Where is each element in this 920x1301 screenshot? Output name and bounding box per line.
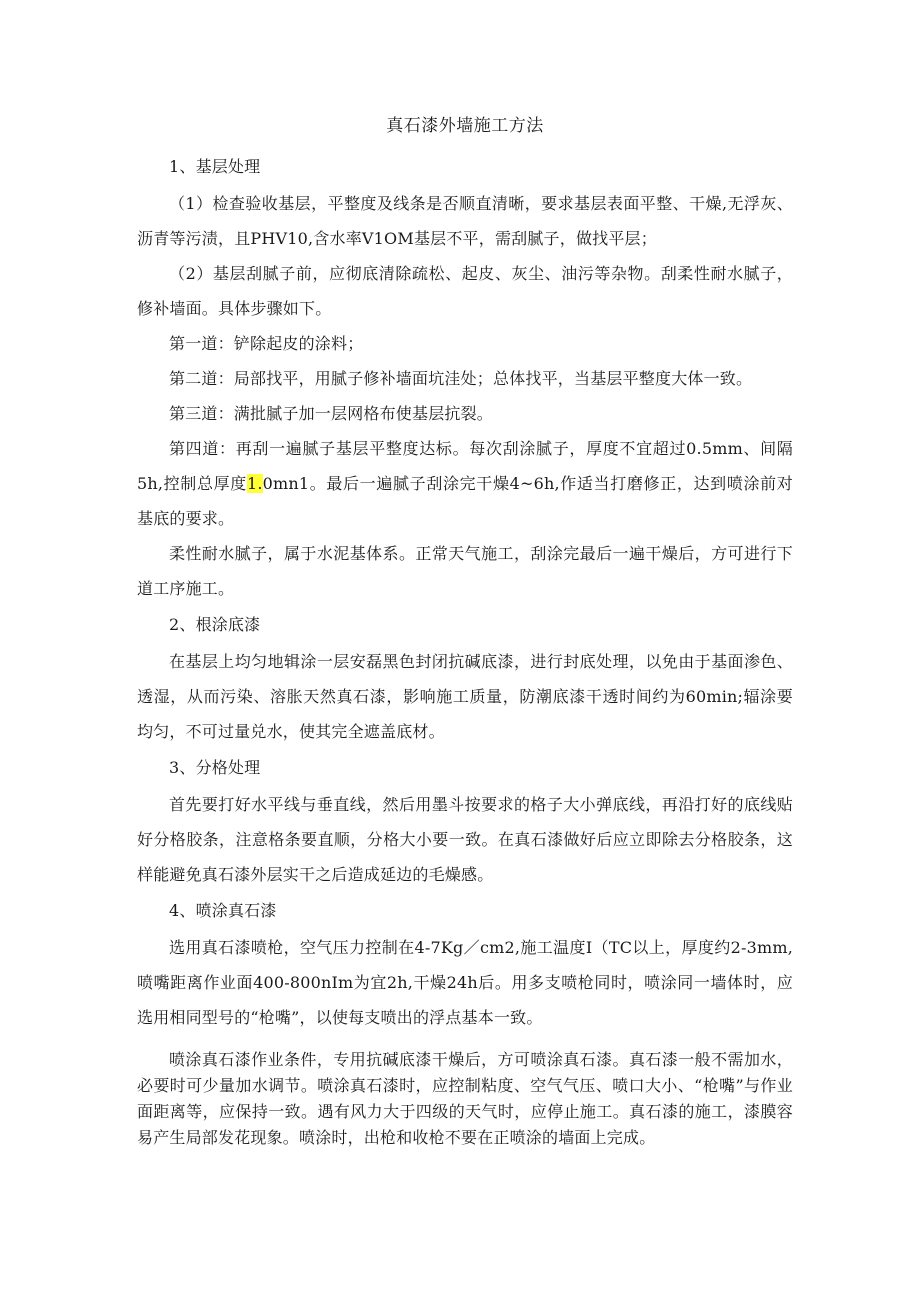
section-1-paragraph-2: （2）基层刮腻子前，应彻底清除疏松、起皮、灰尘、油污等杂物。刮柔性耐水腻子，修补墙面。具体步骤如下。	[137, 264, 793, 318]
step-4-text-a: 第四道：再刮一遍腻子基层平整度达标。每次刮涂腻子，厚度不宜超过0.5mm、间隔5h,控制总厚度	[137, 439, 793, 493]
document-title: 真石漆外墙施工方法	[386, 116, 544, 136]
highlighted-text: 1.	[246, 474, 263, 493]
section-4-heading: 4、喷涂真石漆	[169, 901, 277, 920]
section-1-step-3: 第三道：满批腻子加一层网格布使基层抗裂。	[169, 404, 494, 423]
section-3-heading: 3、分格处理	[169, 758, 261, 777]
section-3-paragraph-1: 首先要打好水平线与垂直线，然后用墨斗按要求的格子大小弹底线，再沿打好的底线贴好分格胶条，注意格条要直顺，分格大小要一致。在真石漆做好后应立即除去分格胶条，这样能避免真石漆外层实干之后造成延边的毛燥感。	[137, 795, 793, 884]
section-2-paragraph-1: 在基层上均匀地辑涂一层安磊黑色封闭抗碱底漆，进行封底处理，以免由于基面渗色、透湿，从而污染、溶胀天然真石漆，影响施工质量，防潮底漆干透时间约为60min;辐涂要均匀，不可过量兑水，使其完全遮盖底材。	[137, 652, 793, 741]
section-1-step-2: 第二道：局部找平，用腻子修补墙面坑洼处；总体找平，当基层平整度大体一致。	[169, 369, 753, 388]
section-1-paragraph-3: 柔性耐水腻子，属于水泥基体系。正常天气施工，刮涂完最后一遍干燥后，方可进行下道工序施工。	[137, 544, 793, 598]
document-page	[137, 112, 793, 1151]
section-1-paragraph-1: （1）检查验收基层，平整度及线条是否顺直清晰，要求基层表面平整、干燥,无浮灰、沥青等污渍，且PHV10,含水率V1OM基层不平，需刮腻子，做找平层；	[137, 194, 793, 248]
section-4-paragraph-2: 喷涂真石漆作业条件，专用抗碱底漆干燥后，方可喷涂真石漆。真石漆一般不需加水，必要时可少量加水调节。喷涂真石漆时，应控制粘度、空气气压、喷口大小、“枪嘴”与作业面距离等，应保持一致。遇有风力大于四级的天气时，应停止施工。真石漆的施工，漆膜容易产生局部发花现象。喷涂时，出枪和收枪不要在正喷涂的墙面上完成。	[137, 1050, 793, 1147]
section-1-step-4	[137, 431, 793, 536]
section-4-paragraph-1: 选用真石漆喷枪，空气压力控制在4-7Kg／cm2,施工温度I（TC以上，厚度约2-3mm,喷嘴距离作业面400-800nIm为宜2h,干燥24h后。用多支喷枪同时，喷涂同一墙体时，应选用相同型号的“枪嘴”，以使每支喷出的浮点基本一致。	[137, 938, 793, 1027]
section-1-step-1: 第一道：铲除起皮的涂料；	[169, 334, 364, 353]
section-1-heading: 1、基层处理	[169, 157, 261, 176]
section-2-heading: 2、根涂底漆	[169, 615, 261, 634]
step-4-text-b: 0mn1。最后一遍腻子刮涂完干燥4~6h,作适当打磨修正，达到喷涂前对基底的要求。	[137, 474, 794, 528]
